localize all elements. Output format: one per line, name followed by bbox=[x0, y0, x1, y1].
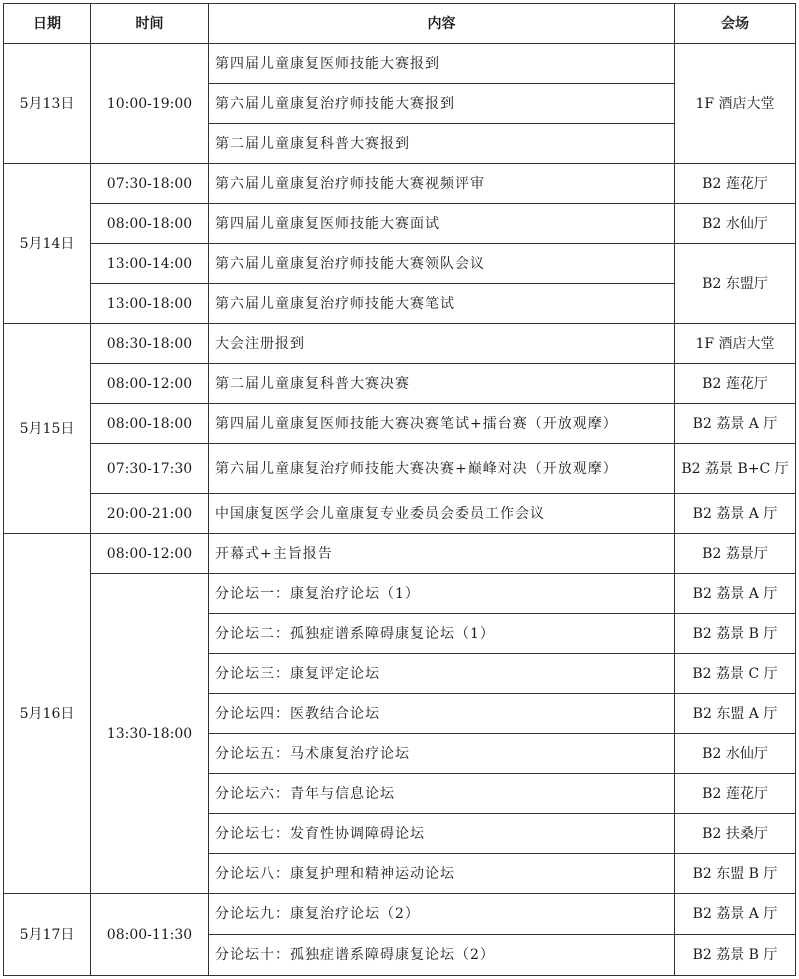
content-cell: 大会注册报到 bbox=[209, 324, 675, 364]
venue-cell: B2 荔景 B+C 厅 bbox=[675, 444, 796, 494]
content-cell: 开幕式+主旨报告 bbox=[209, 534, 675, 574]
header-time: 时间 bbox=[91, 4, 209, 44]
venue-cell: 1F 酒店大堂 bbox=[675, 324, 796, 364]
content-cell: 第六届儿童康复治疗师技能大赛决赛+巅峰对决（开放观摩） bbox=[209, 444, 675, 494]
date-cell: 5月16日 bbox=[4, 534, 91, 894]
time-cell: 13:00-18:00 bbox=[91, 284, 209, 324]
content-cell: 第二届儿童康复科普大赛决赛 bbox=[209, 364, 675, 404]
date-cell: 5月13日 bbox=[4, 44, 91, 164]
content-cell: 中国康复医学会儿童康复专业委员会委员工作会议 bbox=[209, 494, 675, 534]
content-cell: 分论坛一：康复治疗论坛（1） bbox=[209, 574, 675, 614]
table-row bbox=[4, 44, 796, 84]
time-cell: 13:30-18:00 bbox=[91, 574, 209, 894]
venue-cell: B2 莲花厅 bbox=[675, 774, 796, 814]
time-cell: 08:00-18:00 bbox=[91, 204, 209, 244]
venue-cell: B2 东盟 B 厅 bbox=[675, 854, 796, 894]
time-cell: 08:00-12:00 bbox=[91, 364, 209, 404]
content-cell: 分论坛四：医教结合论坛 bbox=[209, 694, 675, 734]
content-cell: 分论坛九：康复治疗论坛（2） bbox=[209, 894, 675, 935]
table-row bbox=[4, 324, 796, 364]
content-cell: 分论坛三：康复评定论坛 bbox=[209, 654, 675, 694]
table-row bbox=[4, 244, 796, 284]
content-cell: 分论坛六：青年与信息论坛 bbox=[209, 774, 675, 814]
time-cell: 08:00-18:00 bbox=[91, 404, 209, 444]
venue-cell: 1F 酒店大堂 bbox=[675, 44, 796, 164]
content-cell: 第六届儿童康复治疗师技能大赛笔试 bbox=[209, 284, 675, 324]
venue-cell: B2 水仙厅 bbox=[675, 204, 796, 244]
header-content: 内容 bbox=[209, 4, 675, 44]
venue-cell: B2 莲花厅 bbox=[675, 164, 796, 204]
table-row bbox=[4, 894, 796, 935]
venue-cell: B2 荔景 C 厅 bbox=[675, 654, 796, 694]
table-row bbox=[4, 444, 796, 494]
venue-cell: B2 莲花厅 bbox=[675, 364, 796, 404]
content-cell: 第四届儿童康复医师技能大赛报到 bbox=[209, 44, 675, 84]
time-cell: 08:00-12:00 bbox=[91, 534, 209, 574]
venue-cell: B2 扶桑厅 bbox=[675, 814, 796, 854]
content-cell: 分论坛八：康复护理和精神运动论坛 bbox=[209, 854, 675, 894]
venue-cell: B2 东盟厅 bbox=[675, 244, 796, 324]
content-cell: 分论坛五：马术康复治疗论坛 bbox=[209, 734, 675, 774]
time-cell: 08:30-18:00 bbox=[91, 324, 209, 364]
content-cell: 第六届儿童康复治疗师技能大赛领队会议 bbox=[209, 244, 675, 284]
table-row bbox=[4, 204, 796, 244]
table-row bbox=[4, 404, 796, 444]
venue-cell: B2 荔景 A 厅 bbox=[675, 894, 796, 935]
venue-cell: B2 荔景 A 厅 bbox=[675, 494, 796, 534]
content-cell: 第六届儿童康复治疗师技能大赛视频评审 bbox=[209, 164, 675, 204]
content-cell: 第二届儿童康复科普大赛报到 bbox=[209, 124, 675, 164]
content-cell: 分论坛七：发育性协调障碍论坛 bbox=[209, 814, 675, 854]
schedule-table bbox=[3, 3, 796, 976]
venue-cell: B2 荔景 B 厅 bbox=[675, 935, 796, 976]
time-cell: 07:30-17:30 bbox=[91, 444, 209, 494]
table-row bbox=[4, 164, 796, 204]
time-cell: 07:30-18:00 bbox=[91, 164, 209, 204]
venue-cell: B2 荔景 A 厅 bbox=[675, 574, 796, 614]
venue-cell: B2 东盟 A 厅 bbox=[675, 694, 796, 734]
table-row bbox=[4, 534, 796, 574]
venue-cell: B2 荔景 B 厅 bbox=[675, 614, 796, 654]
venue-cell: B2 荔景 A 厅 bbox=[675, 404, 796, 444]
venue-cell: B2 水仙厅 bbox=[675, 734, 796, 774]
header-venue: 会场 bbox=[675, 4, 796, 44]
time-cell: 20:00-21:00 bbox=[91, 494, 209, 534]
date-cell: 5月17日 bbox=[4, 894, 91, 976]
date-cell: 5月15日 bbox=[4, 324, 91, 534]
time-cell: 13:00-14:00 bbox=[91, 244, 209, 284]
content-cell: 分论坛十：孤独症谱系障碍康复论坛（2） bbox=[209, 935, 675, 976]
table-row bbox=[4, 364, 796, 404]
header-date: 日期 bbox=[4, 4, 91, 44]
table-row bbox=[4, 494, 796, 534]
table-row bbox=[4, 574, 796, 614]
time-cell: 10:00-19:00 bbox=[91, 44, 209, 164]
date-cell: 5月14日 bbox=[4, 164, 91, 324]
content-cell: 第六届儿童康复治疗师技能大赛报到 bbox=[209, 84, 675, 124]
venue-cell: B2 荔景厅 bbox=[675, 534, 796, 574]
header-row bbox=[4, 4, 796, 44]
time-cell: 08:00-11:30 bbox=[91, 894, 209, 976]
content-cell: 分论坛二：孤独症谱系障碍康复论坛（1） bbox=[209, 614, 675, 654]
content-cell: 第四届儿童康复医师技能大赛面试 bbox=[209, 204, 675, 244]
content-cell: 第四届儿童康复医师技能大赛决赛笔试+擂台赛（开放观摩） bbox=[209, 404, 675, 444]
